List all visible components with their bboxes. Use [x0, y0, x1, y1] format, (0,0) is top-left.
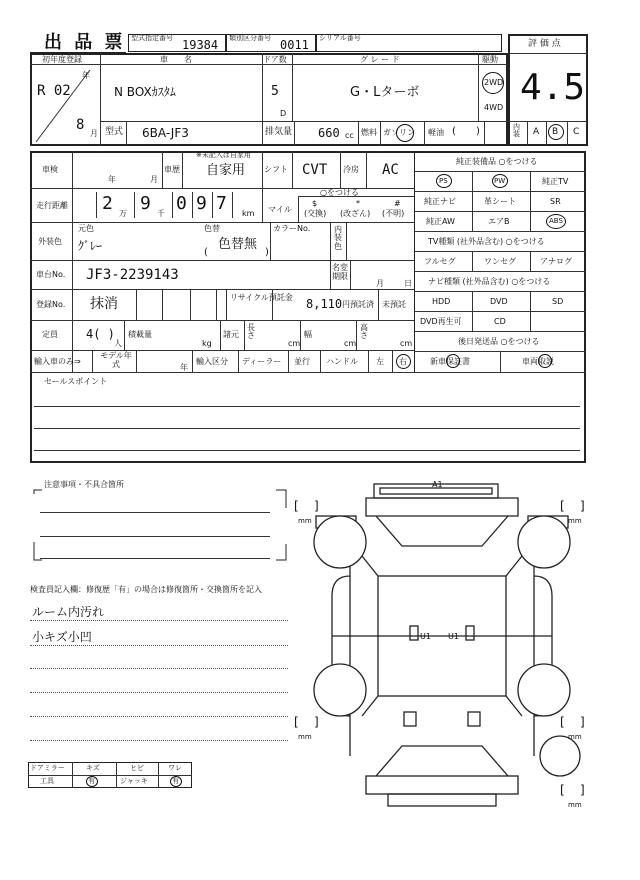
v-history-val: [182, 151, 183, 188]
color-paren-close: ): [265, 247, 269, 258]
tire-rl-mm: mm: [298, 733, 312, 741]
sheet-title: 出 品 票: [44, 32, 126, 53]
rating-divider: [508, 53, 588, 54]
rating-value: 4.5: [520, 67, 586, 108]
tv-analog: アナログ: [540, 257, 572, 266]
v-right: [392, 350, 393, 372]
v-fuel-val: [380, 121, 381, 146]
tv-header: TV種類 (社外品含む) ○をつける: [428, 237, 545, 246]
v-intcolor-val: [346, 222, 347, 260]
eq-line-3: [414, 211, 586, 212]
serial-label: シリアル番号: [319, 34, 361, 42]
v-doors: [292, 53, 293, 121]
model-year-unit: 年: [180, 363, 188, 372]
v-md3: [172, 192, 173, 218]
v-dealer: [238, 350, 239, 372]
handle-label: ハンドル: [326, 357, 358, 366]
caution-line-1: [40, 512, 270, 513]
chassis-value: JF3-2239143: [86, 267, 179, 283]
handle-right: 右: [399, 357, 407, 366]
car-name-value: N BOXｶｽﾀﾑ: [114, 85, 176, 99]
v-colorno: [270, 222, 271, 260]
eq-tv: 純正TV: [542, 177, 569, 186]
fuel-value: ガソリン: [383, 128, 415, 137]
month-unit: 月: [90, 129, 98, 138]
v-mile-opts: [298, 196, 299, 222]
name-change-label: 名変期限: [332, 263, 348, 281]
interior-grade-c: C: [573, 127, 580, 137]
type-designation-label: 型式指定番号: [131, 34, 173, 42]
v-fuel: [358, 121, 359, 146]
v-height: [356, 320, 357, 350]
tire-fl-bracket: [ ]: [294, 499, 319, 513]
ac-label: 冷房: [343, 165, 359, 174]
dims-label: 諸元: [223, 330, 239, 339]
tamper-sym: *: [356, 199, 360, 208]
namechange-month: 月: [376, 279, 384, 288]
parallel-option: 並行: [294, 357, 310, 366]
nav-hdd: HDD: [432, 297, 451, 306]
chassis-label: 車台No.: [36, 270, 66, 279]
shift-label: シフト: [264, 165, 288, 174]
eq-navi: 純正ナビ: [424, 197, 456, 206]
note-dots-1: [30, 620, 288, 621]
v-recycle-none: [378, 289, 379, 320]
car-name-label: 車 名: [160, 55, 192, 64]
import-label: 輸入車のみ⇒: [34, 357, 81, 366]
model-value: 6BA-JF3: [142, 126, 189, 140]
handle-left: 左: [376, 357, 384, 366]
v-tv1: [472, 251, 473, 271]
fuel-paren: (: [452, 126, 456, 137]
v-disp: [262, 121, 263, 146]
v-interior: [484, 121, 485, 146]
history-value: 自家用: [206, 163, 246, 178]
v-left: [368, 350, 369, 372]
caution-line-3: [40, 558, 270, 559]
category-label: 類別区分番号: [229, 34, 271, 42]
v-int-a: [527, 121, 528, 146]
v-namechange: [330, 260, 331, 289]
mileage-digit-5: 7: [216, 193, 227, 214]
fuel-gasoline-circle: [396, 124, 414, 142]
mileage-digit-4: 9: [196, 193, 207, 214]
legend-v3: [158, 762, 159, 788]
v-namechange-val: [350, 260, 351, 289]
sales-line-1: [34, 406, 580, 407]
history-label: 車歴: [164, 165, 180, 174]
v-md2: [134, 192, 135, 218]
doors-value: 5: [271, 84, 279, 99]
category-value: 0011: [280, 38, 309, 52]
later-header: 後日発送品 ○をつける: [458, 337, 540, 346]
inspection-year-unit: 年: [108, 175, 116, 184]
nav-dvdplay: DVD再生可: [420, 317, 462, 326]
v-eq2: [530, 171, 531, 231]
eq-line-4: [414, 231, 586, 232]
color-paren: (: [204, 247, 208, 258]
v-tv2: [530, 251, 531, 271]
fuel-label: 燃料: [361, 128, 377, 137]
width-label: 幅: [304, 330, 312, 339]
note-line-2: 小キズ小凹: [32, 630, 92, 644]
v-nav1: [472, 291, 473, 331]
capacity-label: 定員: [42, 330, 58, 339]
namechange-day: 日: [404, 279, 412, 288]
v-modelyear: [92, 350, 93, 372]
drive-4wd: 4WD: [484, 103, 504, 112]
height-label: 高さ: [360, 323, 368, 340]
tire-fr-mm: mm: [568, 517, 582, 525]
v-eq1: [472, 171, 473, 231]
unknown-sym: #: [394, 199, 401, 208]
recycle-value: 8,110: [306, 297, 343, 311]
load-label: 積載量: [128, 330, 152, 339]
sales-line-2: [34, 428, 580, 429]
color-change-label: 色替: [204, 224, 220, 233]
inspection-label: 車検: [42, 165, 58, 174]
eq-line-6: [414, 271, 586, 272]
eq-ps: PS: [439, 177, 448, 185]
eq-line-2: [414, 191, 586, 192]
circle-note: ○をつける: [320, 188, 359, 197]
v-reg1: [136, 289, 137, 320]
legend-h3: ヒビ: [130, 764, 144, 772]
v-int-b: [546, 121, 547, 146]
v-parallel: [288, 350, 289, 372]
capacity-value: 4( ): [86, 327, 115, 341]
color-change-value: 色替無: [218, 237, 258, 252]
legend-v2: [116, 762, 117, 788]
orig-color-value: ｸﾞﾚｰ: [78, 239, 103, 253]
eq-line-5: [414, 251, 586, 252]
eq-line-1: [414, 171, 586, 172]
eq-aw: 純正AW: [426, 217, 455, 226]
tire-fl-mm: mm: [298, 517, 312, 525]
displacement-unit: cc: [345, 131, 354, 140]
tamper-txt: (改ざん): [340, 209, 371, 218]
exterior-color-label: 外装色: [38, 237, 62, 246]
model-label: 型式: [105, 127, 124, 137]
eq-pw: PW: [494, 177, 506, 185]
v-load: [124, 320, 125, 350]
mileage-label: 走行距離: [36, 201, 68, 210]
row1-model-line: [100, 121, 508, 122]
tv-one: ワンセグ: [484, 257, 516, 266]
eq-abs: ABS: [549, 217, 563, 225]
v-modelyear-val: [136, 350, 137, 372]
eq-line-7: [414, 291, 586, 292]
spec-line-7: [30, 372, 586, 373]
dealer-option: ディーラー: [242, 357, 282, 366]
spec-line-2: [30, 222, 414, 223]
v-history: [162, 151, 163, 188]
eq-line-8: [414, 311, 586, 312]
tire-spare-bracket: [ ]: [560, 783, 585, 797]
legend-r2: 有: [88, 777, 95, 785]
v-int-c: [567, 121, 568, 146]
note-dots-4: [30, 692, 288, 693]
capacity-unit: 人: [114, 339, 122, 348]
note-dots-2: [30, 645, 288, 646]
kg-unit: kg: [202, 339, 212, 348]
genuine-header: 純正装備品 ○をつける: [456, 157, 538, 166]
car-diagram: [292, 476, 592, 816]
mileage-digit-1: 2: [102, 193, 113, 214]
sales-points-label: セールスポイント: [44, 377, 108, 386]
nav-dvd: DVD: [490, 297, 508, 306]
eq-sr: SR: [550, 197, 561, 206]
interior-color-label: 内装色: [334, 225, 342, 251]
tire-rl-bracket: [ ]: [294, 715, 319, 729]
legend-v1: [72, 762, 73, 788]
eq-line-9: [414, 331, 586, 332]
v-md6: [232, 192, 233, 218]
v-md1: [96, 192, 97, 218]
v-length: [244, 320, 245, 350]
legend-r4: 有: [172, 777, 179, 785]
v-dims: [220, 320, 221, 350]
later-warranty: 新車保証書: [430, 357, 470, 366]
drive-label: 駆動: [482, 55, 498, 64]
legend-r1: 工具: [40, 777, 54, 785]
doors-label: ドア数: [263, 55, 287, 64]
v-reg4: [216, 289, 217, 320]
mileage-sen: 千: [157, 209, 165, 218]
nav-cd: CD: [494, 317, 506, 326]
length-cm: cm: [288, 339, 301, 348]
grade-value: G・Lターボ: [350, 85, 420, 100]
note-dots-3: [30, 668, 288, 669]
mileage-man: 万: [119, 209, 127, 218]
mile-label: マイル: [268, 205, 292, 214]
tire-rr-bracket: [ ]: [560, 715, 585, 729]
exchange-txt: (交換): [304, 209, 327, 218]
nav-sd: SD: [552, 297, 564, 306]
v-lightoil: [424, 121, 425, 146]
rating-label: 評 価 点: [528, 39, 561, 49]
v-intcolor: [330, 222, 331, 260]
light-oil: 軽油: [428, 128, 444, 137]
import-class-label: 輸入区分: [196, 357, 228, 366]
v-ac: [340, 151, 341, 188]
first-reg-year: R 02: [37, 83, 71, 99]
year-unit: 年: [82, 71, 90, 80]
eq-leather: 革シート: [484, 197, 516, 206]
v-md5: [212, 192, 213, 218]
ac-value: AC: [382, 162, 399, 178]
spec-line-4: [30, 289, 414, 290]
caution-bracket: [28, 486, 292, 566]
mileage-digit-2: 9: [140, 193, 151, 214]
legend-h1: ドアミラー: [30, 764, 65, 772]
v-import-class: [192, 350, 193, 372]
later-manual: 車両取説: [522, 357, 554, 366]
mark-u1-right: U1: [448, 632, 459, 641]
eq-airbag: エアB: [488, 217, 510, 226]
doors-suffix: D: [280, 109, 287, 118]
exchange-sym: $: [312, 199, 318, 208]
v-shift-val: [292, 151, 293, 188]
shift-value: CVT: [302, 162, 328, 178]
unknown-txt: (不明): [382, 209, 405, 218]
legend-mid: [28, 775, 192, 776]
v-spec-label: [72, 151, 73, 372]
grade-label: グ レ ー ド: [360, 55, 400, 64]
v-nav2: [530, 291, 531, 331]
v-mile: [262, 188, 263, 222]
v-handle: [320, 350, 321, 372]
legend-h2: キズ: [86, 764, 100, 772]
reg-no-label: 登録No.: [36, 300, 66, 309]
v-md4: [192, 192, 193, 218]
height-cm: cm: [400, 339, 413, 348]
tire-rr-mm: mm: [568, 733, 582, 741]
drive-2wd: 2WD: [484, 78, 504, 87]
interior-label: 内装: [513, 123, 520, 138]
first-reg-label: 初年度登録: [42, 55, 82, 64]
v-recycle: [226, 289, 227, 320]
spec-line-6: [30, 350, 414, 351]
recycle-unit: 円預託済: [342, 300, 374, 309]
recycle-label: リサイクル預託金: [230, 293, 293, 302]
v-shift: [262, 151, 263, 188]
v-later: [500, 351, 501, 372]
sales-line-3: [34, 450, 580, 451]
note-dots-5: [30, 716, 288, 717]
interior-grade-a: A: [533, 127, 540, 137]
tv-full: フルセグ: [424, 257, 456, 266]
tire-spare-mm: mm: [568, 801, 582, 809]
length-label: 長さ: [247, 323, 255, 340]
v-width: [300, 320, 301, 350]
mileage-digit-3: 0: [176, 193, 187, 214]
v-equip-divider: [414, 151, 415, 372]
mark-a1: A1: [432, 480, 443, 489]
note-dots-6: [30, 740, 288, 741]
v-ac-val: [366, 151, 367, 188]
v-reg3: [190, 289, 191, 320]
first-reg-month: 8: [76, 117, 85, 133]
type-designation-value: 19384: [182, 38, 219, 52]
v-reg2: [162, 289, 163, 320]
spec-line-3: [30, 260, 414, 261]
caution-label: 注意事項・不具合箇所: [44, 480, 124, 489]
caution-line-2: [40, 536, 270, 537]
v-grade: [478, 53, 479, 121]
row1-header-line: [30, 64, 508, 65]
inspection-month-unit: 月: [150, 175, 158, 184]
width-cm: cm: [344, 339, 357, 348]
interior-top-line: [484, 121, 588, 122]
tire-fr-bracket: [ ]: [560, 499, 585, 513]
displacement-label: 排気量: [265, 127, 293, 137]
model-year-label: モデル年式: [100, 351, 132, 369]
interior-grade-b: B: [552, 127, 559, 137]
v-model-label: [126, 121, 127, 146]
inspector-note: 検査員記入欄：修復歴「有」の場合は修復箇所・交換箇所を記入: [30, 585, 262, 594]
mark-u1-left: U1: [420, 632, 431, 641]
nav-header: ナビ種類 (社外品含む) ○をつける: [428, 277, 551, 286]
v-firstreg: [100, 53, 101, 146]
recycle-none: 未預託: [382, 300, 406, 309]
colorno-label: カラーNo.: [273, 224, 311, 233]
reg-no-value: 抹消: [90, 296, 118, 312]
km-unit: km: [242, 209, 255, 218]
v-disp-val: [294, 121, 295, 146]
fuel-paren-close: ): [476, 126, 480, 137]
v-recycle-val: [272, 289, 273, 320]
note-line-1: ルーム内汚れ: [32, 605, 105, 619]
legend-r3: ジャッキ: [120, 777, 148, 785]
legend-h4: ワレ: [168, 764, 182, 772]
orig-color-label: 元色: [78, 224, 94, 233]
history-note: ※未記入は自家用: [196, 151, 251, 159]
displacement-value: 660: [318, 126, 340, 140]
